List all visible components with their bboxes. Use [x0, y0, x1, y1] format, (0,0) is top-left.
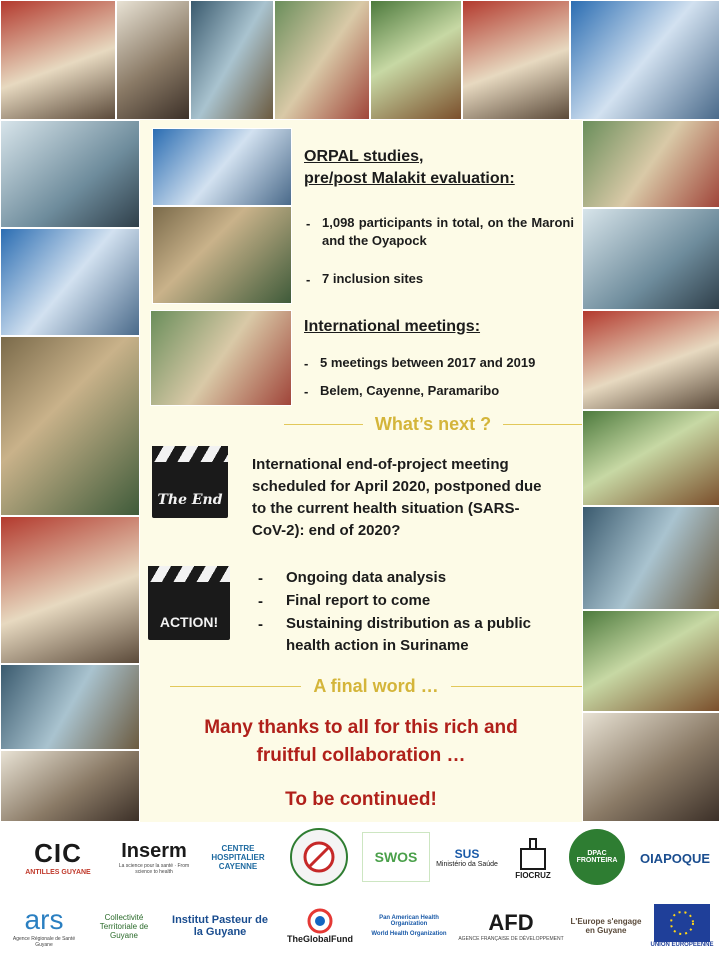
orpal-heading-line1: ORPAL studies, [304, 148, 424, 165]
photo-top-6 [462, 0, 570, 120]
global-fund-logo: TheGlobalFund [278, 900, 362, 952]
next-item-dash-1: - [258, 570, 263, 587]
eu-flag-icon [654, 904, 710, 942]
to-be-continued-text: To be continued! [285, 789, 437, 810]
photo-right-6 [582, 610, 720, 712]
photo-left-3 [0, 336, 140, 516]
swos-logo: SWOS [362, 832, 430, 882]
photo-left-4 [0, 516, 140, 664]
afd-logo: AFD AGENCE FRANÇAISE DE DÉVELOPPEMENT [458, 910, 564, 942]
malaria-seal-icon [289, 827, 349, 887]
photo-left-5 [0, 664, 140, 750]
next-paragraph: International end-of-project meeting scheduled for April 2020, postponed due to the current health situation (SARS-CoV-2): end of 2020? [252, 456, 542, 539]
photo-top-4 [274, 0, 370, 120]
meetings-bullet-dash-2: - [304, 384, 309, 399]
photo-center-2 [152, 206, 292, 304]
photo-center-1 [152, 128, 292, 206]
orpal-bullet-2: 7 inclusion sites [322, 271, 424, 286]
fiocruz-logo: FIOCRUZ [504, 828, 562, 886]
chc-logo: CENTRE HOSPITALIER CAYENNE [211, 843, 265, 871]
meetings-bullet-2: Belem, Cayenne, Paramaribo [320, 383, 500, 398]
eu-flag-logo: UNION EUROPÉENNE [646, 898, 718, 954]
next-item-2: Final report to come [286, 592, 431, 609]
photo-top-3 [190, 0, 274, 120]
collectivite-territoriale-logo: Collectivité Territoriale de Guyane [99, 912, 149, 940]
photo-right-1 [582, 120, 720, 208]
thanks-text: Many thanks to all for this rich and fruitful collaboration … [204, 717, 518, 766]
meetings-heading: International meetings: [304, 318, 481, 335]
photo-right-7 [582, 712, 720, 822]
meetings-bullet-1: 5 meetings between 2017 and 2019 [320, 355, 536, 370]
photo-left-2 [0, 228, 140, 336]
whats-next-label: What’s next ? [374, 414, 492, 434]
malaria-programma-logo [282, 824, 356, 890]
orpal-bullet-1: 1,098 participants in total, on the Maroni and the Oyapock [322, 215, 574, 248]
ars-logo: ars Agence Régionale de Santé Guyane [12, 904, 76, 948]
next-item-dash-3: - [258, 616, 263, 633]
paho-who-logo: Pan American Health Organization World Health Organization [371, 915, 447, 937]
action-clapperboard-icon [148, 566, 230, 640]
photo-left-6 [0, 750, 140, 822]
final-word-divider [170, 676, 582, 697]
fiocruz-building-icon [515, 835, 551, 871]
photo-right-5 [582, 506, 720, 610]
photo-right-3 [582, 310, 720, 410]
photo-top-2 [116, 0, 190, 120]
next-item-1: Ongoing data analysis [286, 569, 447, 586]
photo-right-4 [582, 410, 720, 506]
clapper-the-end-text: The End [157, 492, 223, 508]
next-item-3: Sustaining distribution as a public health action in Suriname [286, 615, 532, 654]
institut-pasteur-logo: Institut Pasteur de la Guyane [172, 914, 268, 938]
inserm-logo: Inserm La science pour la santé · From science to health [118, 839, 190, 875]
global-fund-icon [307, 908, 333, 934]
orpal-bullet-dash-2: - [306, 272, 311, 287]
clapperboard-icon [152, 446, 228, 518]
clapper-action-text: ACTION! [159, 614, 219, 630]
photo-top-1 [0, 0, 116, 120]
photo-top-5 [370, 0, 462, 120]
photo-center-3 [150, 310, 292, 406]
photo-top-7 [570, 0, 720, 120]
oiapoque-logo: OIAPOQUE [639, 850, 711, 866]
final-word-label: A final word … [313, 676, 439, 696]
photo-right-2 [582, 208, 720, 310]
photo-left-1 [0, 120, 140, 228]
europe-guyane-logo: L'Europe s'engage en Guyane [570, 917, 642, 935]
cic-logo: CIC ANTILLES GUYANE [25, 838, 91, 876]
whats-next-divider [284, 414, 582, 435]
orpal-bullet-dash-1: - [306, 216, 311, 231]
sus-logo: SUS Ministério da Saúde [436, 846, 498, 868]
meetings-bullet-dash-1: - [304, 356, 309, 371]
dpac-fronteira-logo: DPAC FRONTEIRA [566, 826, 628, 888]
next-item-dash-2: - [258, 593, 263, 610]
orpal-heading-line2: pre/post Malakit evaluation: [304, 170, 515, 187]
